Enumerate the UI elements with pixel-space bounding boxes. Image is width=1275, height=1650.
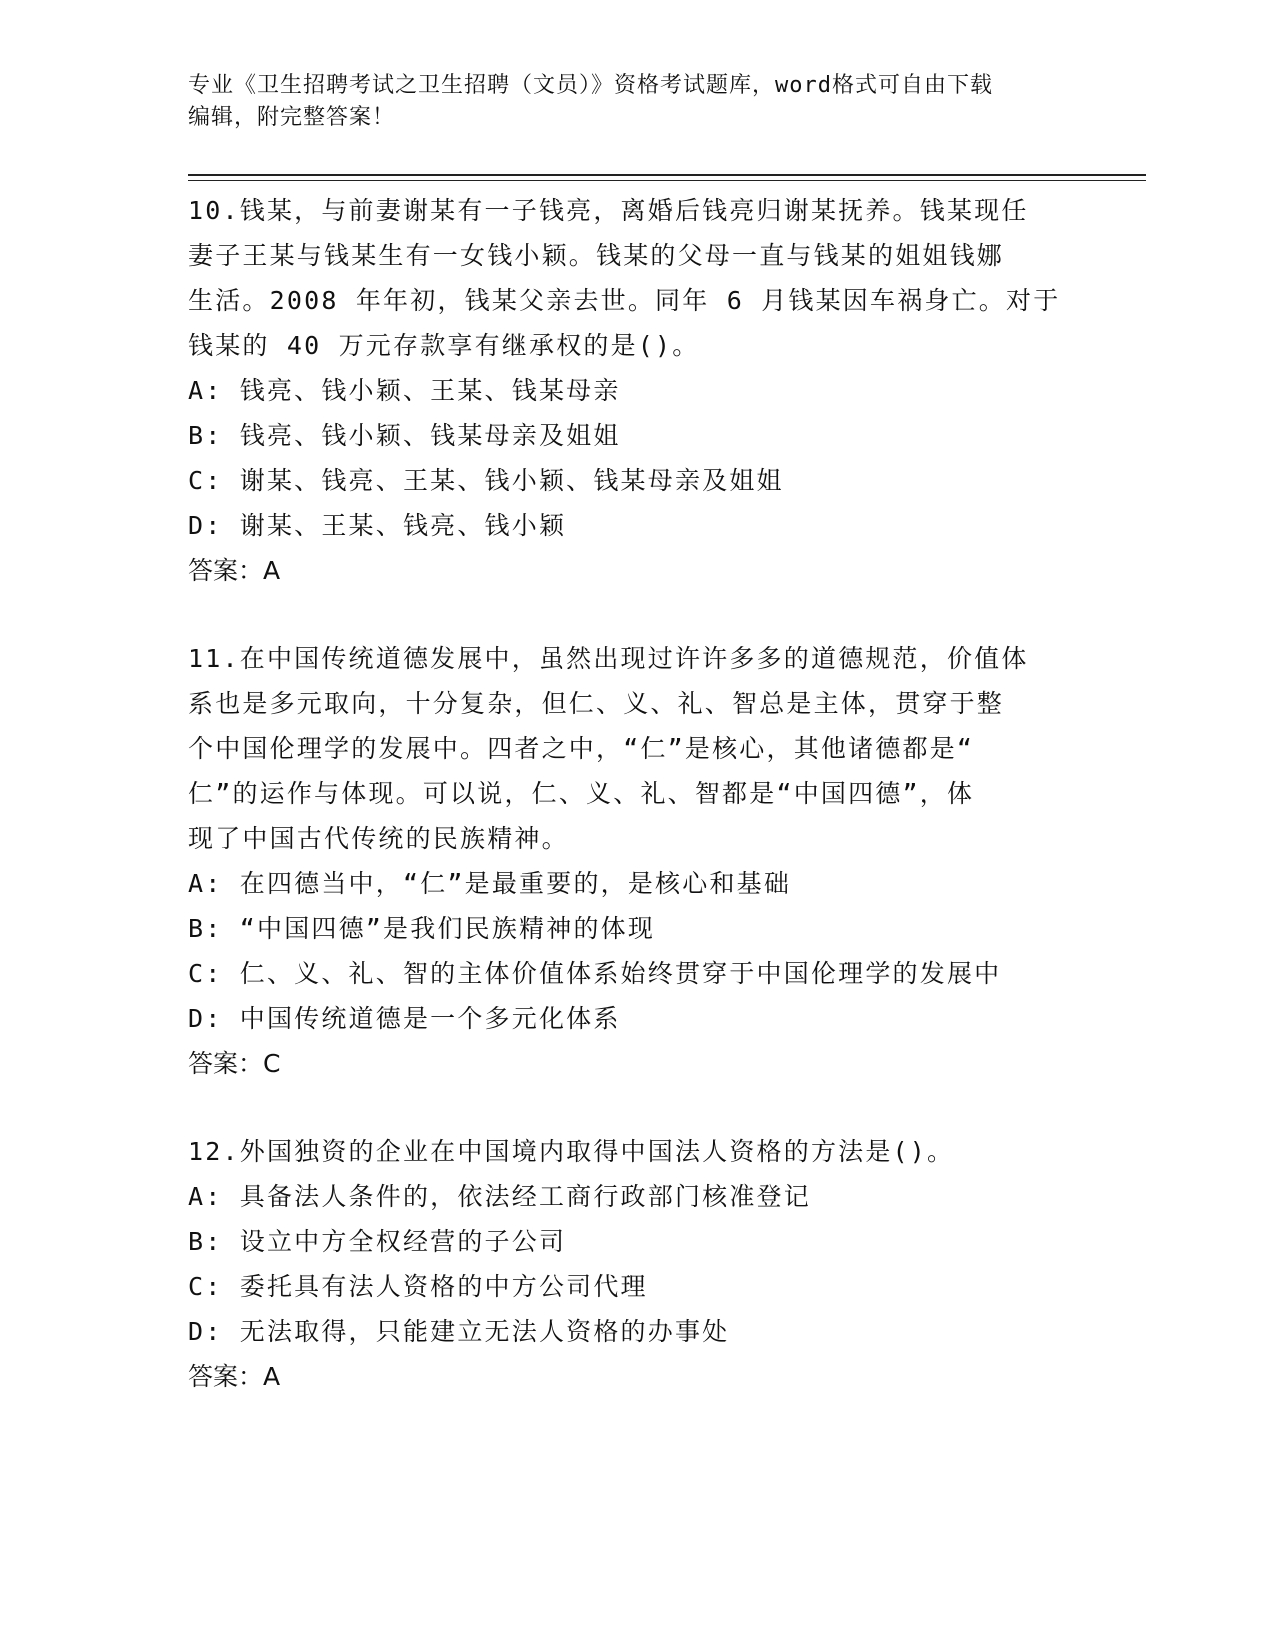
question-stem-line: 11.在中国传统道德发展中，虽然出现过许许多多的道德规范，价值体 [188,644,1029,673]
option-d: D: 中国传统道德是一个多元化体系 [188,1004,621,1033]
question-10 [188,188,1088,593]
question-12 [188,1129,1088,1399]
option-d: D: 谢某、王某、钱亮、钱小颖 [188,511,567,540]
question-stem-line: 妻子王某与钱某生有一女钱小颖。钱某的父母一直与钱某的姐姐钱娜 [188,241,1005,270]
question-stem-line: 个中国伦理学的发展中。四者之中，“仁”是核心，其他诸德都是“ [188,734,975,763]
question-stem-line: 10.钱某，与前妻谢某有一子钱亮，离婚后钱亮归谢某抚养。钱某现任 [188,196,1029,225]
question-stem-line: 生活。2008 年年初，钱某父亲去世。同年 6 月钱某因车祸身亡。对于 [188,286,1061,315]
answer-line: 答案：A [188,556,281,585]
option-c: C: 仁、义、礼、智的主体价值体系始终贯穿于中国伦理学的发展中 [188,959,1002,988]
option-a: A: 钱亮、钱小颖、王某、钱某母亲 [188,376,621,405]
question-spacer [188,593,1088,636]
header-divider-thick [188,174,1146,176]
question-stem-line: 仁”的运作与体现。可以说，仁、义、礼、智都是“中国四德”，体 [188,779,975,808]
option-b: B: 钱亮、钱小颖、钱某母亲及姐姐 [188,421,621,450]
question-11 [188,636,1088,1086]
option-b: B: “中国四德”是我们民族精神的体现 [188,914,656,943]
header-divider-thin [188,180,1146,181]
option-c: C: 委托具有法人资格的中方公司代理 [188,1272,648,1301]
answer-line: 答案：A [188,1362,281,1391]
document-header [188,70,1068,134]
question-stem-line: 系也是多元取向，十分复杂，但仁、义、礼、智总是主体，贯穿于整 [188,689,1005,718]
option-a: A: 具备法人条件的，依法经工商行政部门核准登记 [188,1182,811,1211]
question-stem-line: 钱某的 40 万元存款享有继承权的是()。 [188,331,700,360]
answer-line: 答案：C [188,1049,281,1078]
header-line-2: 编辑，附完整答案！ [188,105,396,130]
option-b: B: 设立中方全权经营的子公司 [188,1227,567,1256]
option-a: A: 在四德当中，“仁”是最重要的，是核心和基础 [188,869,792,898]
question-stem-line: 12.外国独资的企业在中国境内取得中国法人资格的方法是()。 [188,1137,955,1166]
question-stem-line: 现了中国古代传统的民族精神。 [188,824,569,853]
option-d: D: 无法取得，只能建立无法人资格的办事处 [188,1317,730,1346]
question-list [188,188,1088,1399]
question-spacer [188,1086,1088,1129]
option-c: C: 谢某、钱亮、王某、钱小颖、钱某母亲及姐姐 [188,466,784,495]
header-line-1: 专业《卫生招聘考试之卫生招聘（文员）》资格考试题库，word格式可自由下载 [188,73,993,98]
